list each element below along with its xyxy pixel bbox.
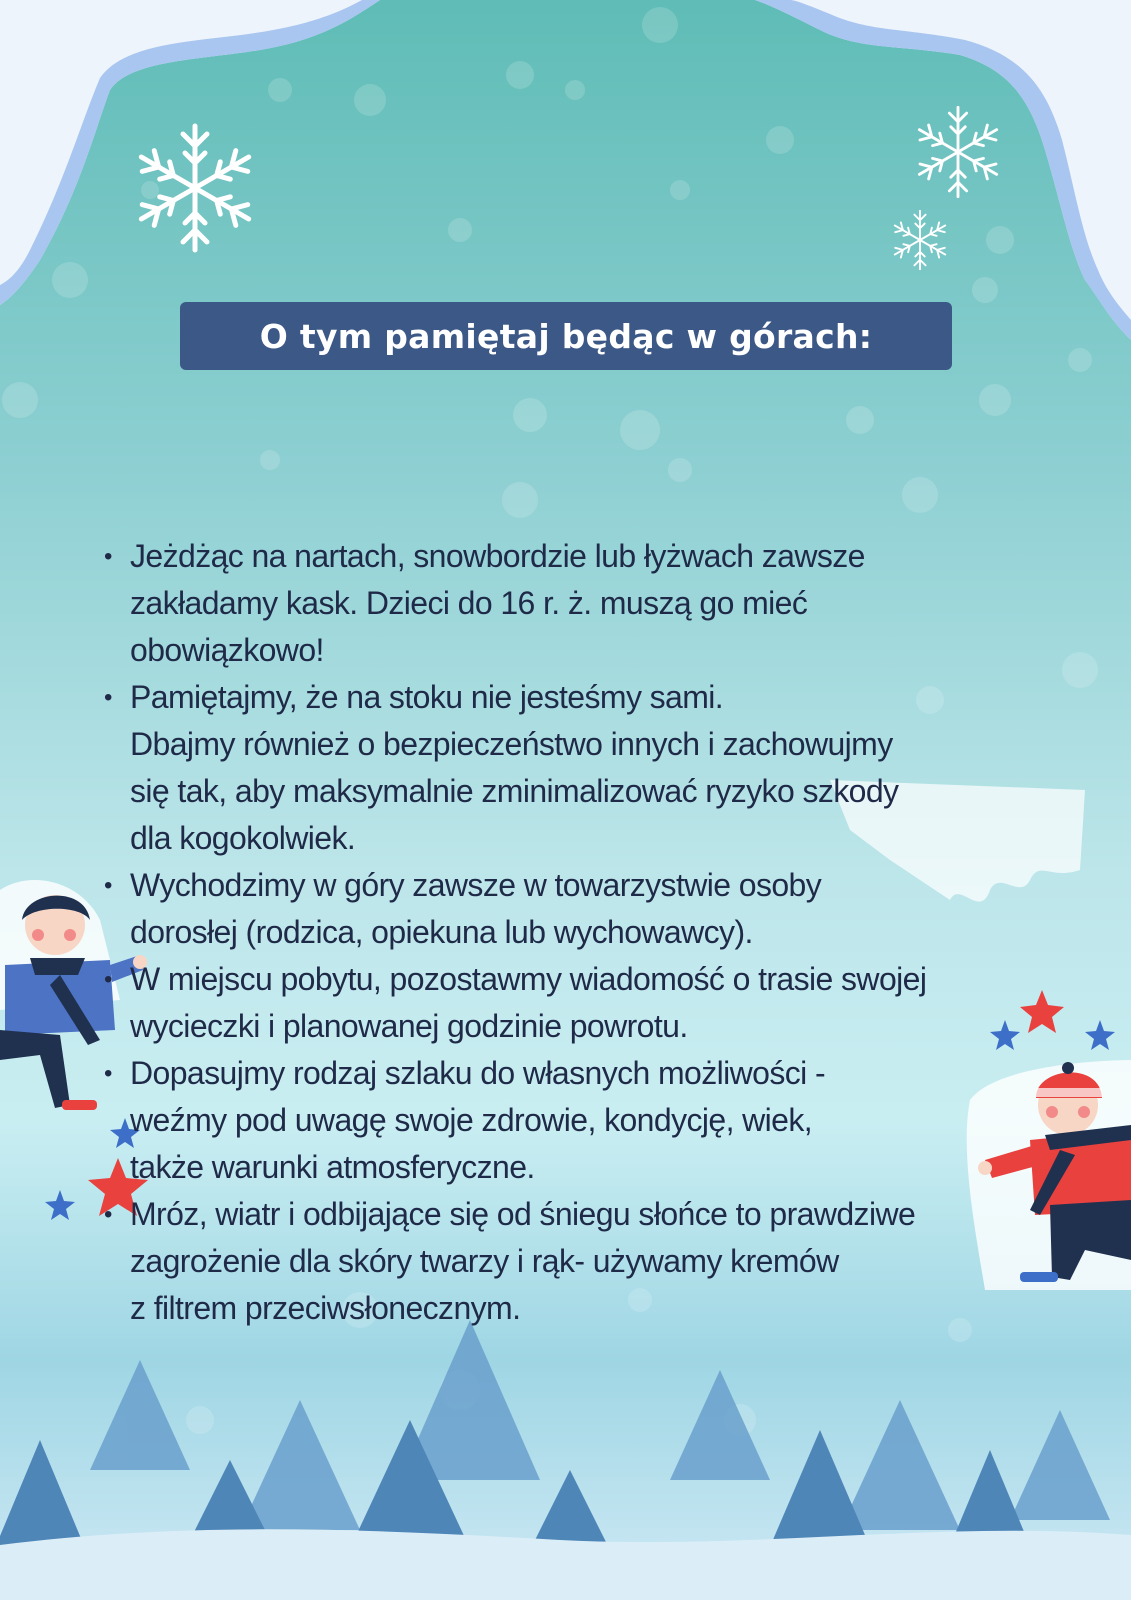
tip-line: dorosłej (rodzica, opiekuna lub wychowawcy). (130, 914, 753, 950)
bullet-icon: • (104, 872, 112, 899)
list-item (104, 533, 1094, 674)
tip-line: W miejscu pobytu, pozostawmy wiadomość o trasie swojej (130, 961, 927, 997)
bullet-icon: • (104, 1201, 112, 1228)
list-item (104, 1191, 1094, 1332)
list-item (104, 862, 1094, 956)
tip-line: zagrożenie dla skóry twarzy i rąk- używamy kremów (130, 1243, 839, 1279)
bullet-icon: • (104, 543, 112, 570)
tip-line: także warunki atmosferyczne. (130, 1149, 535, 1185)
tip-line: Pamiętajmy, że na stoku nie jesteśmy sami. (130, 679, 724, 715)
tip-line: Jeżdżąc na nartach, snowbordzie lub łyżwach zawsze (130, 538, 865, 574)
list-item (104, 956, 1094, 1050)
page-title: O tym pamiętaj będąc w górach: (259, 316, 873, 356)
tips-list (104, 533, 1094, 1332)
tip-line: z filtrem przeciwsłonecznym. (130, 1290, 521, 1326)
list-item (104, 1050, 1094, 1191)
title-banner (180, 302, 952, 370)
snowflake-icon (892, 211, 948, 269)
tip-line: Wychodzimy w góry zawsze w towarzystwie osoby (130, 867, 822, 903)
tip-line: dla kogokolwiek. (130, 820, 356, 856)
star-icon (45, 1190, 75, 1220)
list-item (104, 674, 1094, 862)
bullet-icon: • (104, 966, 112, 993)
snowflake-icon (915, 107, 1001, 196)
tip-line: weźmy pod uwagę swoje zdrowie, kondycję, wiek, (130, 1102, 813, 1138)
tip-line: się tak, aby maksymalnie zminimalizować ryzyko szkody (130, 773, 899, 809)
tip-line: Mróz, wiatr i odbijające się od śniegu słońce to prawdziwe (130, 1196, 916, 1232)
bullet-icon: • (104, 684, 112, 711)
tip-line: Dopasujmy rodzaj szlaku do własnych możliwości - (130, 1055, 826, 1091)
bullet-icon: • (104, 1060, 112, 1087)
tip-line: Dbajmy również o bezpieczeństwo innych i zachowujmy (130, 726, 893, 762)
tip-line: wycieczki i planowanej godzinie powrotu. (130, 1008, 688, 1044)
tip-line: zakładamy kask. Dzieci do 16 r. ż. muszą go mieć (130, 585, 808, 621)
tip-line: obowiązkowo! (130, 632, 324, 668)
